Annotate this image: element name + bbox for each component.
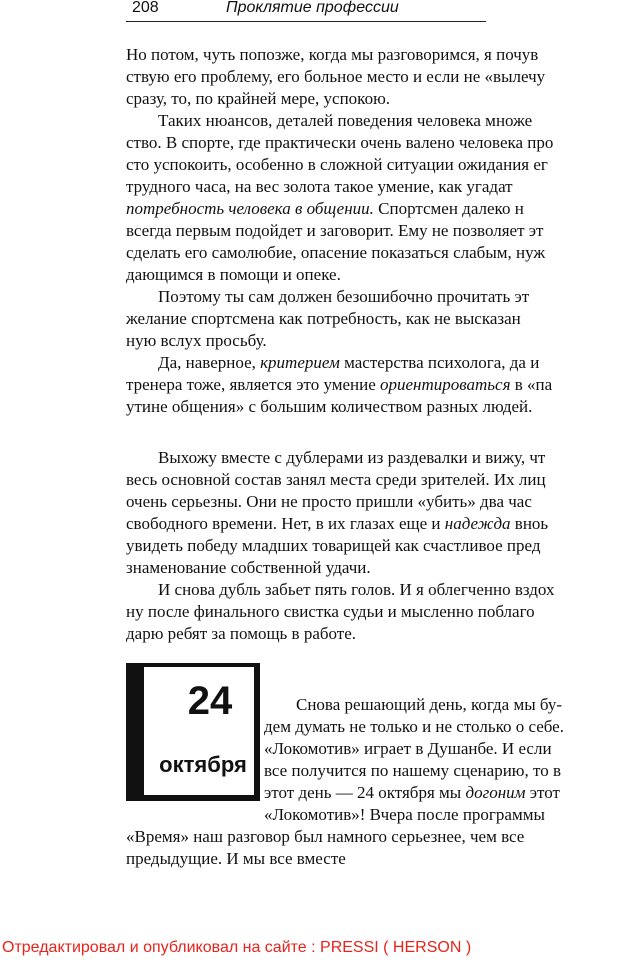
text-span: мастерства психолога, да и (339, 353, 540, 372)
text-line (158, 448, 545, 468)
italic-text: догоним (465, 783, 526, 802)
text-line (126, 155, 548, 175)
text-span: всегда первым подойдет и заговорит. Ему не позволяет эт (126, 221, 544, 240)
text-line (126, 536, 540, 556)
text-line (296, 695, 562, 715)
text-line (126, 45, 538, 65)
text-span: Таких нюансов, деталей поведения человека множе (158, 111, 533, 130)
text-span: И снова дубль забьет пять голов. И я облегченно вздох (158, 580, 555, 599)
text-span: ство. В спорте, где практически очень валено человека про (126, 133, 554, 152)
text-line (264, 761, 561, 781)
text-span: этот день — 24 октября мы (264, 783, 466, 802)
footer-note: Отредактировал и опубликовал на сайте : PRESSI ( HERSON ) (2, 939, 472, 956)
text-line (126, 558, 371, 578)
text-span: тренера тоже, является это умение (126, 375, 381, 394)
text-span: Да, наверное, (158, 353, 261, 372)
italic-text: потребность человека в общении. (126, 199, 374, 218)
date-month: октября (159, 752, 247, 777)
text-line (126, 602, 535, 622)
text-line (126, 375, 552, 395)
text-span: ную вслух просьбу. (126, 331, 267, 350)
italic-text: надежда (444, 514, 511, 533)
text-line (126, 67, 545, 87)
text-span: дающимся в помощи и опеке. (126, 265, 341, 284)
text-span: дем думать не только и не столько о себе. (264, 717, 564, 736)
text-line (126, 177, 513, 197)
text-span: сделать его самолюбие, опасение показаться слабым, нуж (126, 243, 546, 262)
text-line (126, 331, 267, 351)
text-line (126, 265, 341, 285)
italic-text: ориентироваться (380, 375, 511, 394)
text-span: «Время» наш разговор был намного серьезнее, чем все (126, 827, 525, 846)
text-line (264, 739, 552, 759)
text-span: вноь (510, 514, 549, 533)
text-line (126, 199, 524, 219)
text-line (126, 514, 548, 534)
text-line (126, 243, 545, 263)
text-span: сто успокоить, особенно в сложной ситуации ожидания ег (126, 155, 548, 174)
text-span: «Локомотив» играет в Душанбе. И если (264, 739, 552, 758)
text-line (158, 287, 529, 307)
text-span: этот (525, 783, 560, 802)
text-span: Но потом, чуть попозже, когда мы разговоримся, я почув (126, 45, 539, 64)
text-line (264, 717, 564, 737)
text-span: «Локомотив»! Вчера после программы (264, 805, 545, 824)
date-box-shadow (130, 667, 144, 795)
text-span: ну после финального свистка судьи и мысленно поблаго (126, 602, 535, 621)
text-span: желание спортсмена как потребность, как не высказан (126, 309, 521, 328)
text-span: свободного времени. Нет, в их глазах еще и (126, 514, 445, 533)
text-span: Спортсмен далеко н (373, 199, 524, 218)
text-span: весь основной состав занял места среди зрителей. Их лиц (126, 470, 546, 489)
text-line (126, 309, 521, 329)
text-line (126, 89, 390, 109)
text-line (126, 397, 532, 417)
text-span: предыдущие. И мы все вместе (126, 849, 346, 868)
text-span: трудного часа, на вес золота такое умение, как угадат (126, 177, 513, 196)
text-line (158, 111, 532, 131)
text-span: очень серьезны. Они не просто пришли «убить» два час (126, 492, 532, 511)
text-line (264, 783, 560, 803)
text-line (126, 827, 524, 847)
running-title: Проклятие профессии (226, 0, 399, 16)
text-span: Выхожу вместе с дублерами из раздевалки и вижу, чт (158, 448, 546, 467)
text-span: Поэтому ты сам должен безошибочно прочитать эт (158, 287, 530, 306)
text-line (264, 805, 545, 825)
text-span: сразу, то, по крайней мере, успокою. (126, 89, 391, 108)
text-span: знаменование собственной удачи. (126, 558, 371, 577)
text-span: дарю ребят за помощь в работе. (126, 624, 357, 643)
italic-text: критерием (260, 353, 340, 372)
date-box (126, 663, 260, 801)
text-span: ствую его проблему, его больное место и если не «вылечу (126, 67, 546, 86)
date-day: 24 (187, 679, 233, 723)
text-span: все получится по нашему сценарию, то в (264, 761, 561, 780)
text-span: увидеть победу младших товарищей как счастливое пред (126, 536, 541, 555)
text-line (158, 353, 539, 373)
text-span: утине общения» с большим количеством разных людей. (126, 397, 533, 416)
text-span: Снова решающий день, когда мы бу- (296, 695, 563, 714)
text-line (158, 580, 555, 600)
page-number: 208 (132, 0, 159, 16)
text-line (126, 133, 553, 153)
text-line (126, 624, 356, 644)
text-line (126, 470, 546, 490)
text-line (126, 849, 346, 869)
text-line (126, 221, 543, 241)
text-span: в «па (510, 375, 553, 394)
text-line (126, 492, 532, 512)
